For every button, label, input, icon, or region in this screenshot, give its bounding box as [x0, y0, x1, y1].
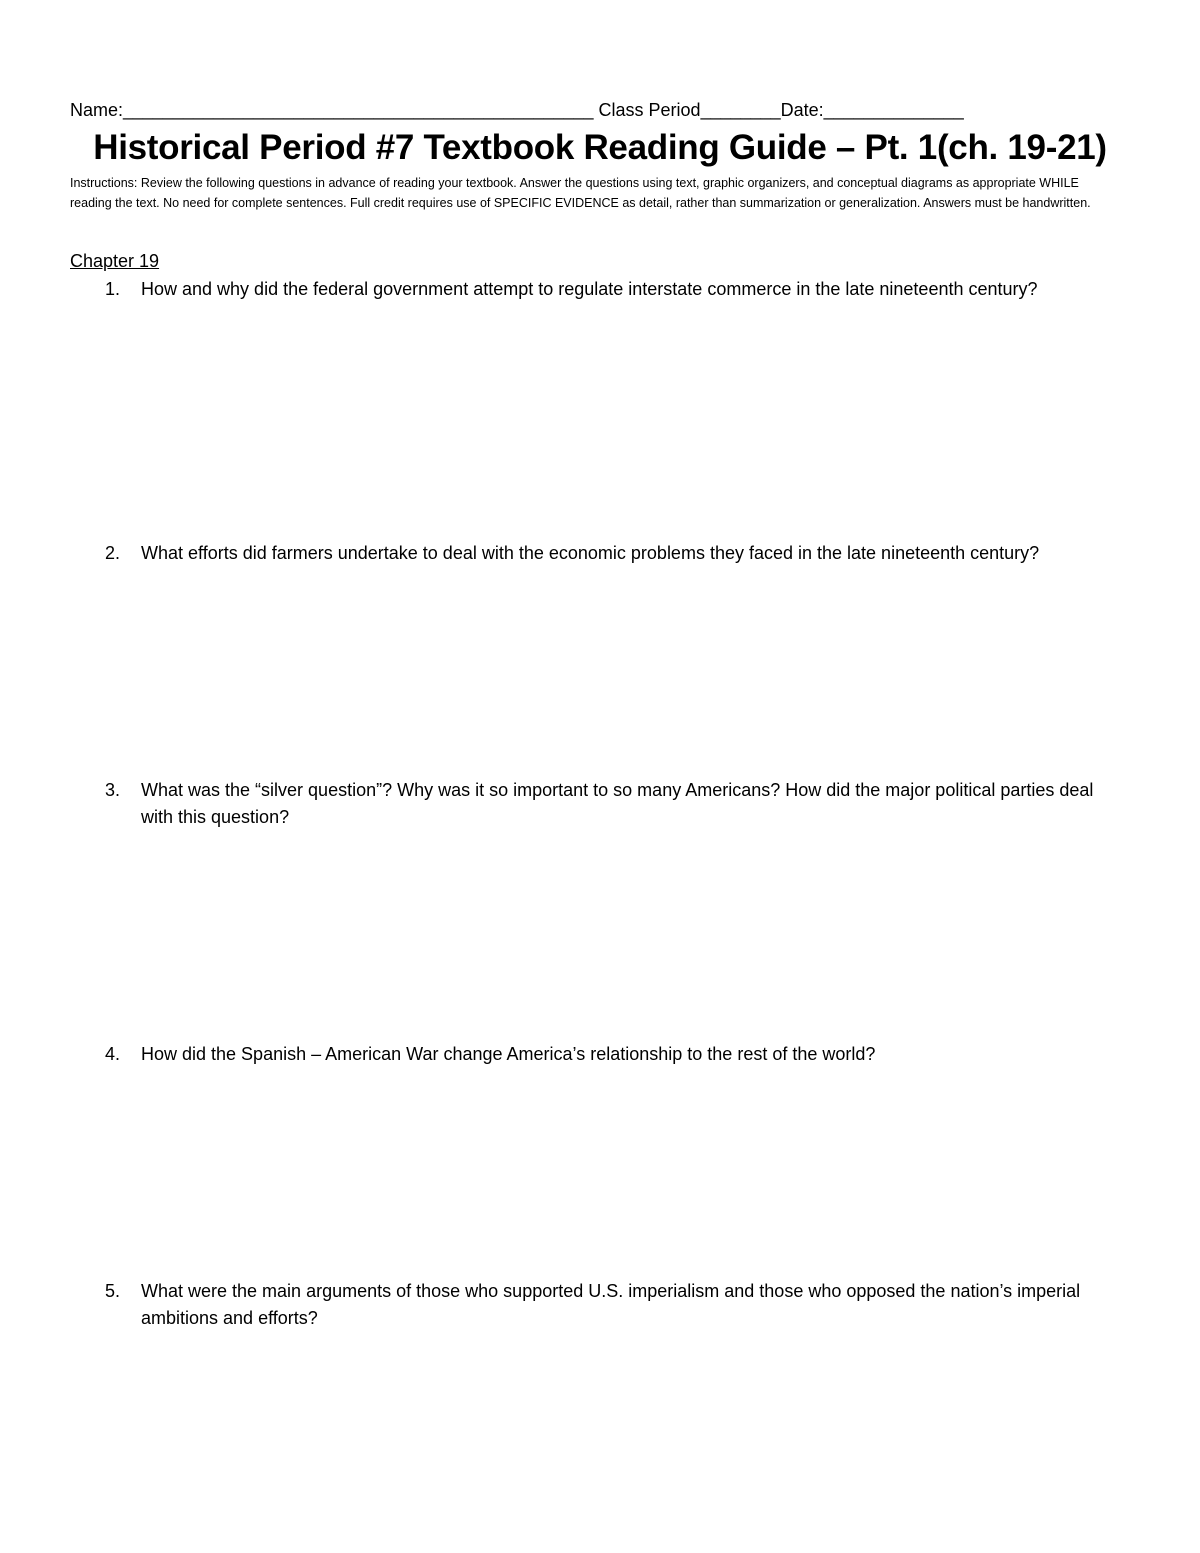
question-item: [70, 276, 1120, 303]
question-text: How did the Spanish – American War change America’s relationship to the rest of the world?: [141, 1044, 876, 1064]
question-number: 2.: [105, 543, 121, 563]
question-item: [70, 540, 1120, 567]
question-item: [70, 1041, 1120, 1068]
question-number: 4.: [105, 1044, 121, 1064]
student-info-line: Name:_______________________________________________ Class Period________Date:______________: [70, 100, 964, 120]
instructions-text: Instructions: Review the following questions in advance of reading your textbook. Answer the questions using text, graphic organizers, and conceptual diagrams as appropriate WHILE reading the text. No need for complete sentences. Full credit requires use of SPECIFIC EVIDENCE as detail, rather than summarization or generalization. Answers must be handwritten.: [70, 176, 1091, 210]
question-number: 5.: [105, 1281, 121, 1301]
question-item: [70, 777, 1120, 831]
chapter-heading: Chapter 19: [70, 251, 160, 271]
question-text: How and why did the federal government attempt to regulate interstate commerce in the late nineteenth century?: [141, 279, 1038, 299]
page-title: Historical Period #7 Textbook Reading Guide – Pt. 1(ch. 19-21): [93, 128, 1107, 167]
question-text: What efforts did farmers undertake to deal with the economic problems they faced in the late nineteenth century?: [141, 543, 1040, 563]
question-number: 3.: [105, 780, 121, 800]
question-item: [70, 1278, 1120, 1332]
question-text: What were the main arguments of those who supported U.S. imperialism and those who opposed the nation’s imperial ambitions and efforts?: [141, 1281, 1081, 1328]
question-number: 1.: [105, 279, 121, 299]
question-text: What was the “silver question”? Why was it so important to so many Americans? How did the major political parties deal with this question?: [141, 780, 1094, 827]
